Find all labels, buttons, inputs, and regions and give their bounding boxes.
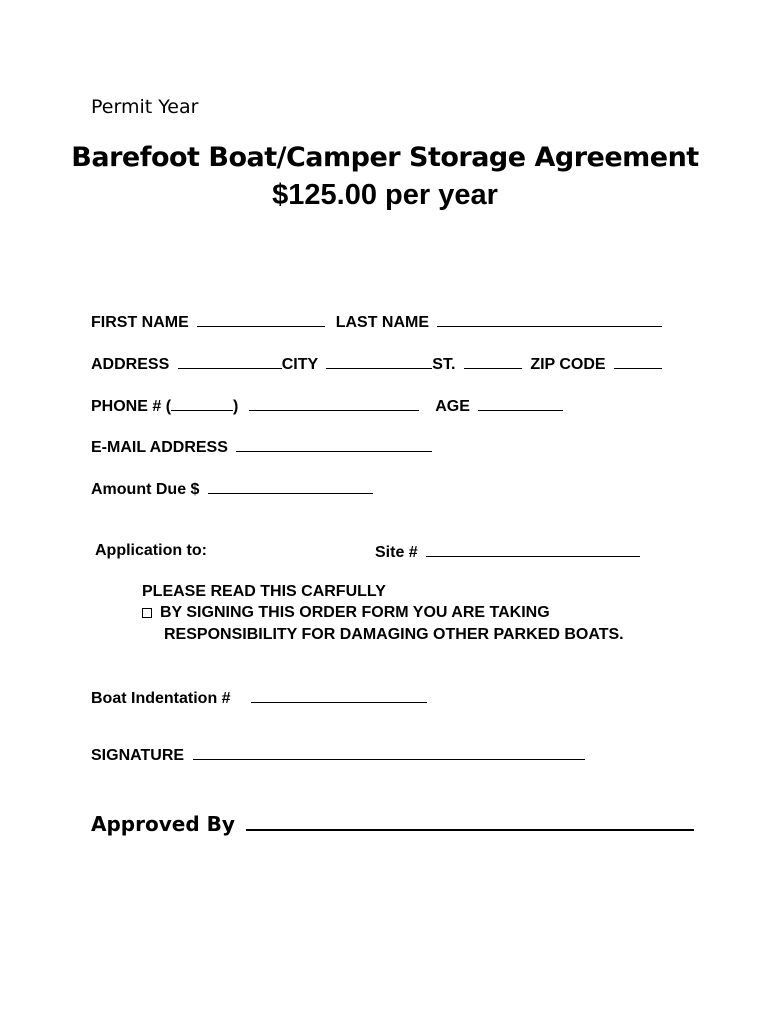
signature-field[interactable] [193, 745, 585, 760]
boat-identation-field[interactable] [251, 688, 427, 703]
amount-due-field[interactable] [208, 479, 373, 494]
email-label: E-MAIL ADDRESS [91, 439, 228, 456]
address-field[interactable] [178, 354, 282, 369]
notice-heading: PLEASE READ THIS CARFULLY [142, 583, 386, 600]
phone-close-paren: ) [233, 398, 239, 415]
state-label: ST. [432, 356, 456, 373]
boat-identation-row [91, 688, 427, 708]
email-field[interactable] [236, 437, 432, 452]
site-row [375, 542, 640, 562]
application-to-label: Application to: [95, 542, 207, 559]
first-name-field[interactable] [197, 312, 325, 327]
city-field[interactable] [326, 354, 432, 369]
first-name-label: FIRST NAME [91, 314, 189, 331]
boat-identation-label: Boat Indentation # [91, 690, 231, 707]
name-row [91, 312, 662, 332]
last-name-label: LAST NAME [335, 314, 430, 331]
email-row [91, 437, 432, 457]
amount-due-row [91, 479, 373, 499]
phone-label: PHONE # ( [91, 398, 172, 415]
signature-label: SIGNATURE [91, 747, 185, 764]
notice-line-1-text: BY SIGNING THIS ORDER FORM YOU ARE TAKING [160, 604, 550, 621]
zip-code-label: ZIP CODE [530, 356, 606, 373]
phone-row [91, 396, 563, 416]
approved-by-label: Approved By [91, 812, 235, 836]
phone-area-code-field[interactable] [171, 396, 233, 411]
city-label: CITY [281, 356, 318, 373]
amount-due-label: Amount Due $ [91, 481, 200, 498]
address-label: ADDRESS [91, 356, 170, 373]
notice-line-1 [142, 604, 550, 622]
age-field[interactable] [478, 396, 563, 411]
last-name-field[interactable] [437, 312, 662, 327]
permit-year-label: Permit Year [91, 96, 199, 118]
site-label: Site # [375, 544, 418, 561]
phone-number-field[interactable] [249, 396, 419, 411]
age-label: AGE [435, 398, 470, 415]
site-field[interactable] [426, 542, 640, 557]
approved-by-row [91, 811, 694, 836]
signature-row [91, 745, 585, 765]
state-field[interactable] [464, 354, 522, 369]
form-title: Barefoot Boat/Camper Storage Agreement [71, 142, 699, 173]
address-row [91, 354, 662, 374]
form-price: $125.00 per year [272, 179, 498, 211]
zip-code-field[interactable] [614, 354, 662, 369]
checkbox-icon[interactable] [142, 608, 152, 618]
approved-by-field[interactable] [246, 811, 694, 831]
notice-line-2: RESPONSIBILITY FOR DAMAGING OTHER PARKED BOATS. [164, 626, 624, 643]
